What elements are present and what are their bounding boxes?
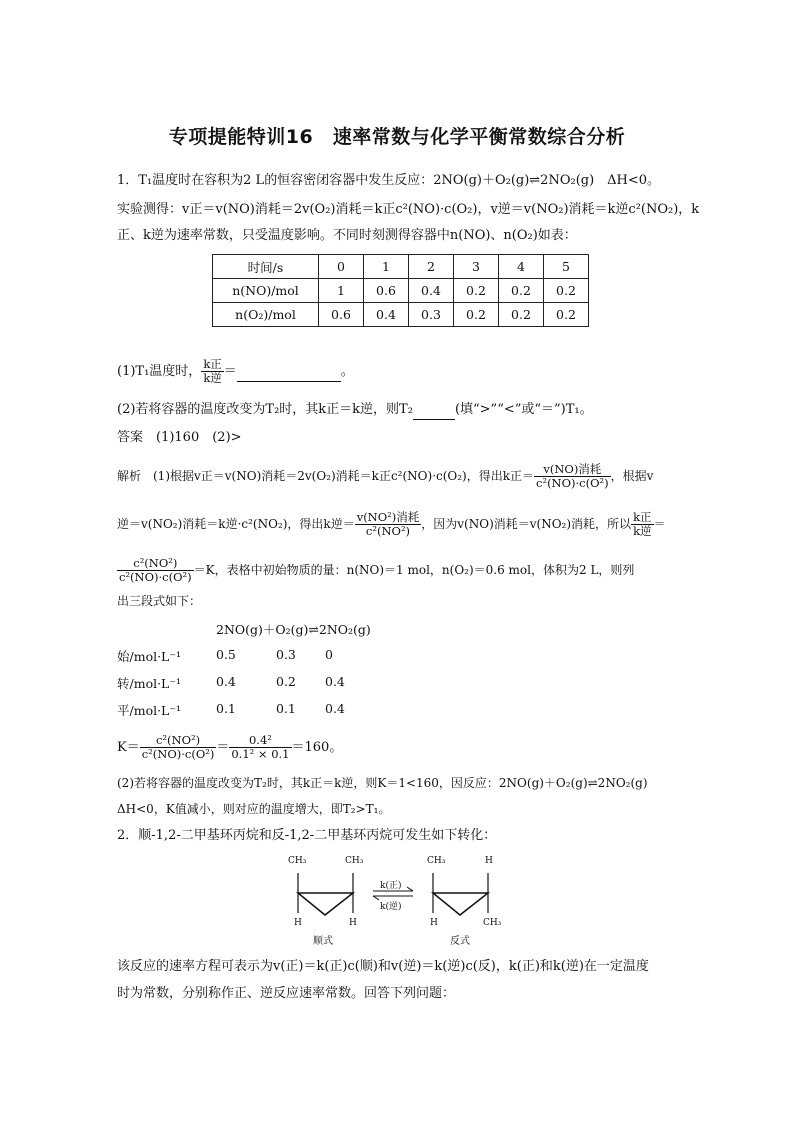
q1-sub2-suffix: (填“>”“<”或“＝”)T₁。 [454,402,593,417]
analysis-fraction [355,511,422,538]
fraction-numerator: 0.4² [229,734,291,748]
q1-sub1-eq: ＝ [223,364,237,379]
row-value: 0.1 [276,701,296,716]
q1-sub2 [117,401,593,420]
table-cell: 0.4 [409,279,454,303]
table-cell: 3 [454,255,499,279]
table-cell: n(O₂)/mol [213,303,319,327]
fraction-numerator: c²(NO²) [140,734,217,748]
fraction-denominator: c²(NO)·c(O²) [536,476,609,490]
k-forward-label: k(正) [380,881,402,891]
row-value: 0.2 [276,674,296,689]
q1-sub1-prefix: (1)T₁温度时， [117,364,202,379]
q1-sub2-prefix: (2)若将容器的温度改变为T₂时，其k正＝k逆，则T₂ [117,402,413,417]
row-value: 0.3 [276,647,296,662]
k-calculation [117,734,342,761]
k-reverse-label: k(逆) [380,902,402,912]
table-cell: 4 [499,255,544,279]
cis-h-right: H [349,918,357,928]
table-row [213,303,589,327]
trans-ch3-left: CH₃ [427,856,446,866]
table-cell: 1 [364,255,409,279]
fraction-numerator: k正 [633,510,652,524]
table-cell: 0.4 [364,303,409,327]
three-stage-equation: 2NO(g)＋O₂(g)⇌2NO₂(g) [216,622,371,637]
row-value: 0.4 [325,701,345,716]
row-value: 0.1 [216,701,236,716]
q2-line3: 时为常数，分别称作正、逆反应速率常数。回答下列问题： [117,986,456,1001]
analysis-text: ＝K，表格中初始物质的量：n(NO)＝1 mol，n(O₂)＝0.6 mol，体积为2 L，则列 [193,563,635,577]
table-row [213,279,589,303]
analysis-text: 逆＝v(NO₂)消耗＝k逆·c²(NO₂)，得出k逆＝ [117,517,355,531]
table-cell: 0.2 [544,303,589,327]
table-cell: n(NO)/mol [213,279,319,303]
row-label: 始/mol·L⁻¹ [117,649,181,664]
data-table [212,254,589,327]
page-title: 专项提能特训16 速率常数与化学平衡常数综合分析 [168,126,626,148]
q2-line2: 该反应的速率方程可表示为v(正)＝k(正)c(顺)和v(逆)＝k(逆)c(反)，k(正)和k(逆)在一定温度 [117,959,649,974]
fraction-denominator: k逆 [633,524,652,538]
table-cell: 0.2 [454,303,499,327]
analysis-line3 [117,557,634,584]
k-fraction [140,734,217,761]
table-cell: 0.6 [319,303,364,327]
cis-isomer [298,873,353,915]
fraction-numerator: v(NO²)消耗 [356,510,420,524]
q1-line1: 1．T₁温度时在容积为2 L的恒容密闭容器中发生反应：2NO(g)＋O₂(g)⇌2NO₂(g) ΔH<0。 [117,173,661,188]
k-fraction-values [229,734,291,761]
answer-blank-1[interactable] [237,363,341,382]
cis-label: 顺式 [313,936,333,947]
trans-ch3-right: CH₃ [483,918,502,928]
analysis-line2 [117,511,666,538]
analysis-fraction [631,511,653,538]
analysis-line1 [117,463,653,490]
fraction-denominator: c²(NO)·c(O²) [141,747,215,761]
table-cell: 0.2 [499,303,544,327]
row-value: 0.4 [216,674,236,689]
fraction-numerator: c²(NO²) [117,557,194,571]
row-label: 平/mol·L⁻¹ [117,703,181,718]
row-value: 0.4 [325,674,345,689]
table-cell: 0 [319,255,364,279]
q2-line1: 2．顺-1,2-二甲基环丙烷和反-1,2-二甲基环丙烷可发生如下转化： [117,828,497,843]
trans-label: 反式 [450,936,470,947]
analysis-fraction [534,463,611,490]
q1-sub1-end: 。 [340,364,354,379]
row-value: 0 [325,647,333,662]
fraction-numerator: v(NO)消耗 [534,463,611,477]
table-cell: 0.3 [409,303,454,327]
table-header-row [213,255,589,279]
trans-isomer [433,873,488,915]
analysis-text: 解析 (1)根据v正＝v(NO)消耗＝2v(O₂)消耗＝k正c²(NO)·c(O₂)，得出k正＝ [117,469,535,483]
analysis-text: ＝ [653,517,666,531]
k-equals: ＝ [216,740,230,755]
q1-line3: 正、k逆为速率常数，只受温度影响。不同时刻测得容器中n(NO)、n(O₂)如表： [117,228,577,243]
table-cell: 0.2 [544,279,589,303]
fraction-denominator: 0.1² × 0.1 [231,747,290,761]
analysis-text: ，根据v [610,469,654,483]
table-cell: 5 [544,255,589,279]
table-cell: 2 [409,255,454,279]
answer-line: 答案 (1)160 (2)> [117,430,242,445]
q1-line2: 实验测得：v正＝v(NO)消耗＝2v(O₂)消耗＝k正c²(NO)·c(O₂)，v逆＝v(NO₂)消耗＝k逆c²(NO₂)，k [117,202,700,217]
table-cell: 0.2 [499,279,544,303]
k-result: ＝160。 [291,740,343,755]
table-cell: 0.2 [454,279,499,303]
k-prefix: K＝ [117,740,140,755]
analysis-line4: 出三段式如下： [117,594,202,608]
cis-ch3-right: CH₃ [345,856,364,866]
cis-ch3-left: CH₃ [288,856,307,866]
table-cell: 1 [319,279,364,303]
table-cell: 时间/s [213,255,319,279]
q1-sub1 [117,358,354,385]
k-ratio-fraction [201,358,223,385]
fraction-denominator: k逆 [203,371,222,385]
row-label: 转/mol·L⁻¹ [117,676,181,691]
table-cell: 0.6 [364,279,409,303]
fraction-denominator: c²(NO²) [365,524,411,538]
trans-h-right: H [485,856,493,866]
fraction-numerator: k正 [203,357,222,371]
analysis-fraction [117,557,194,584]
analysis-line5: (2)若将容器的温度改变为T₂时，其k正＝k逆，则K＝1<160，因反应：2NO(g)＋O₂(g)⇌2NO₂(g) [117,776,648,790]
analysis-text: ，因为v(NO)消耗＝v(NO₂)消耗，所以 [421,517,632,531]
analysis-line6: ΔH<0，K值减小，则对应的温度增大，即T₂>T₁。 [117,802,391,816]
trans-h-left: H [430,918,438,928]
cis-h-left: H [294,918,302,928]
fraction-denominator: c²(NO)·c(O²) [119,570,192,584]
answer-blank-2[interactable] [413,401,455,420]
row-value: 0.5 [216,647,236,662]
